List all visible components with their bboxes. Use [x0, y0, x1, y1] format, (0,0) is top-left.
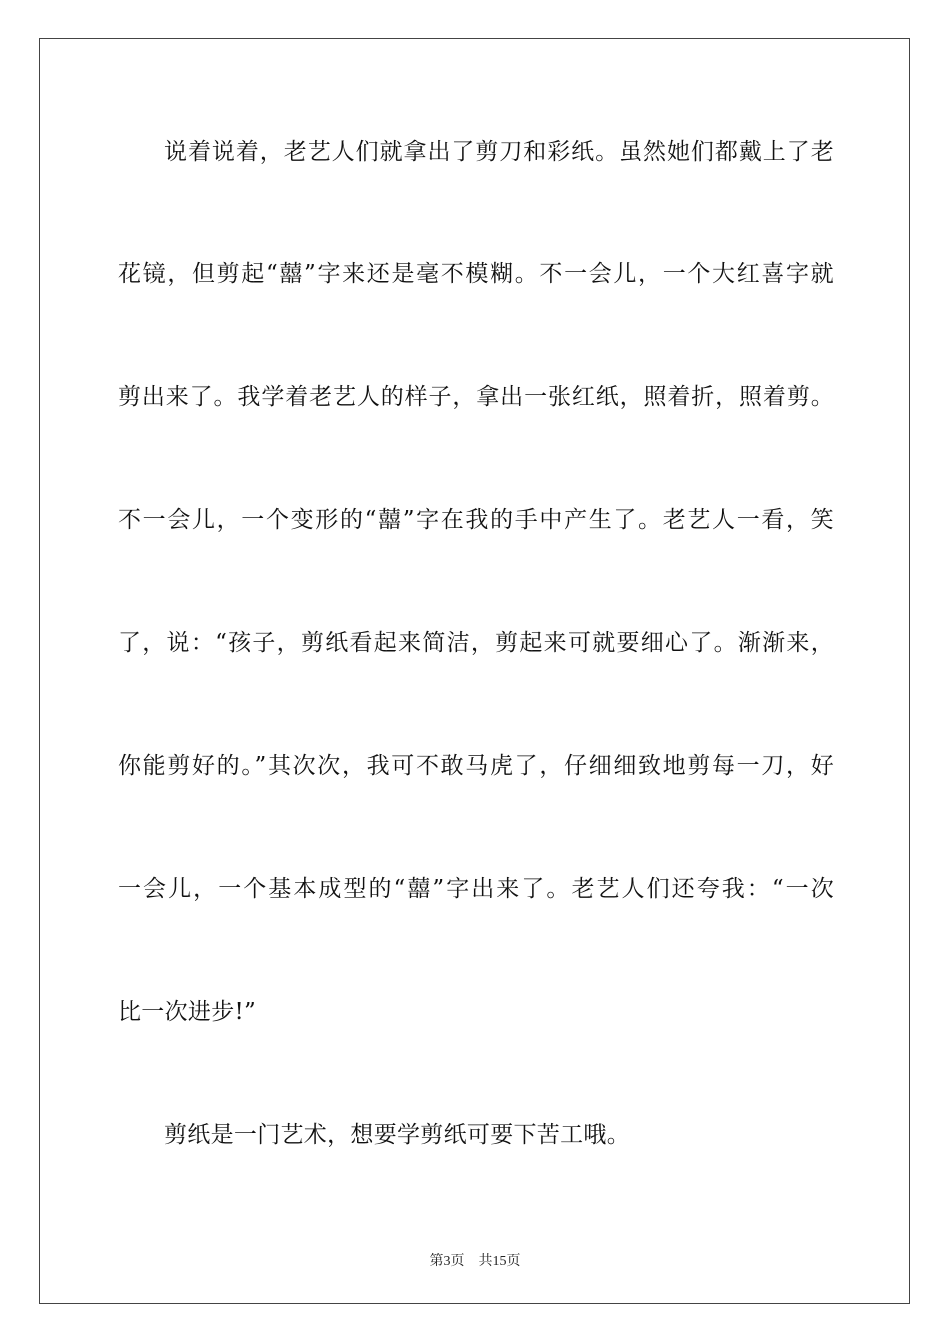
paragraph-line-4: 不一会儿，一个变形的“囍”字在我的手中产生了。老艺人一看，笑 [118, 507, 834, 533]
total-pages: 共15页 [478, 1254, 521, 1269]
paragraph-line-9: 剪纸是一门艺术，想要学剪纸可要下苦工哦。 [164, 1122, 630, 1148]
paragraph-line-3: 剪出来了。我学着老艺人的样子，拿出一张红纸，照着折，照着剪。 [118, 384, 834, 410]
page-footer [0, 1250, 950, 1270]
page-number: 第3页 [429, 1254, 465, 1269]
paragraph-line-2: 花镜，但剪起“囍”字来还是毫不模糊。不一会儿，一个大红喜字就 [118, 261, 834, 287]
paragraph-line-5: 了，说：“孩子，剪纸看起来简洁，剪起来可就要细心了。渐渐来， [118, 630, 834, 656]
paragraph-line-1: 说着说着，老艺人们就拿出了剪刀和彩纸。虽然她们都戴上了老 [164, 139, 834, 165]
page-border [39, 38, 910, 1304]
paragraph-line-7: 一会儿，一个基本成型的“囍”字出来了。老艺人们还夸我：“一次 [118, 876, 834, 902]
paragraph-line-6: 你能剪好的。”其次次，我可不敢马虎了，仔细细致地剪每一刀，好 [118, 753, 834, 779]
paragraph-line-8: 比一次进步!” [118, 999, 257, 1025]
